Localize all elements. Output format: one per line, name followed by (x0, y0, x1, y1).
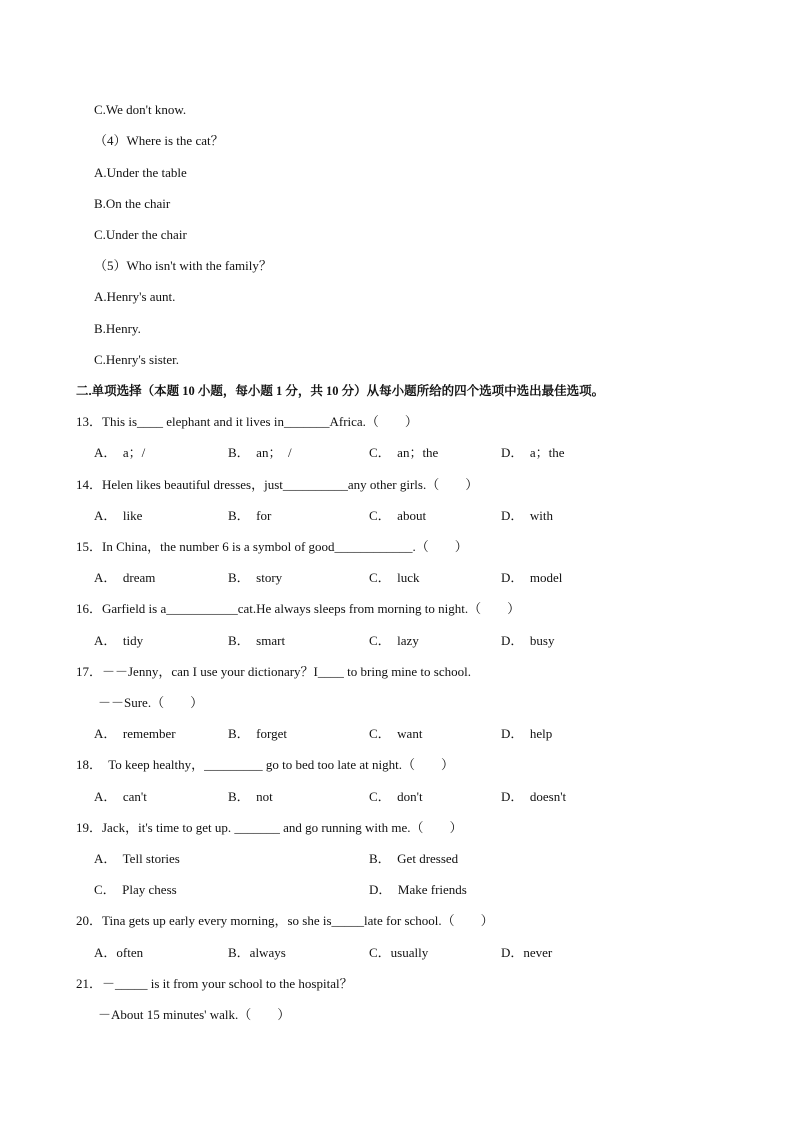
question-5-option-a: A.Henry's aunt. (94, 289, 176, 304)
question-13-option-d: D． a；the (501, 445, 565, 460)
question-14-option-b: B． for (228, 508, 272, 523)
question-20-stem: 20．Tina gets up early every morning，so she is_____late for school.（ ） (76, 913, 494, 928)
question-17-option-c: C． want (369, 726, 423, 741)
question-19-option-a: A． Tell stories (94, 851, 180, 866)
question-14-option-c: C． about (369, 508, 427, 523)
question-19-option-c: C． Play chess (94, 882, 177, 897)
question-13-stem: 13．This is____ elephant and it lives in_______Africa.（ ） (76, 414, 418, 429)
question-17-reply: －－Sure.（ ） (98, 695, 204, 710)
question-4-stem: （4）Where is the cat？ (94, 133, 224, 148)
question-5-option-b: B.Henry. (94, 321, 141, 336)
question-16-option-b: B． smart (228, 633, 286, 648)
question-14-stem: 14．Helen likes beautiful dresses，just__________any other girls.（ ） (76, 477, 479, 492)
question-19-option-b: B． Get dressed (369, 851, 459, 866)
question-16-option-c: C． lazy (369, 633, 419, 648)
question-21-stem: 21．－_____ is it from your school to the hospital？ (76, 976, 353, 991)
question-14-option-a: A． like (94, 508, 143, 523)
question-18-stem: 18． To keep healthy，_________ go to bed too late at night.（ ） (76, 757, 454, 772)
question-17-option-a: A． remember (94, 726, 176, 741)
question-15-option-d: D． model (501, 570, 563, 585)
question-15-option-c: C． luck (369, 570, 420, 585)
question-5-option-c: C.Henry's sister. (94, 352, 180, 367)
question-13-option-c: C． an；the (369, 445, 439, 460)
question-4-option-b: B.On the chair (94, 196, 171, 211)
question-15-option-b: B． story (228, 570, 283, 585)
question-4-option-a: A.Under the table (94, 165, 187, 180)
question-20-option-d: D．never (501, 945, 553, 960)
question-18-option-b: B． not (228, 789, 273, 804)
question-18-option-c: C． don't (369, 789, 423, 804)
question-18-option-d: D． doesn't (501, 789, 567, 804)
question-20-option-b: B．always (228, 945, 286, 960)
question-19-stem: 19．Jack，it's time to get up. _______ and go running with me.（ ） (76, 820, 463, 835)
question-19-option-d: D． Make friends (369, 882, 467, 897)
question-16-option-a: A． tidy (94, 633, 144, 648)
question-17-option-b: B． forget (228, 726, 287, 741)
option-c-line: C.We don't know. (94, 102, 187, 117)
question-15-option-a: A． dream (94, 570, 156, 585)
section-title: 二.单项选择（本题 10 小题，每小题 1 分，共 10 分）从每小题所给的四个选项中选出最佳选项。 (76, 384, 605, 398)
question-15-stem: 15．In China，the number 6 is a symbol of good____________.（ ） (76, 539, 468, 554)
question-13-option-b: B． an； / (228, 445, 292, 460)
question-5-stem: （5）Who isn't with the family？ (94, 258, 272, 273)
question-4-option-c: C.Under the chair (94, 227, 187, 242)
question-16-option-d: D． busy (501, 633, 555, 648)
question-17-stem: 17．－－Jenny，can I use your dictionary？I____ to bring mine to school. (76, 664, 471, 679)
question-14-option-d: D． with (501, 508, 554, 523)
question-21-reply: －About 15 minutes' walk.（ ） (98, 1007, 291, 1022)
question-18-option-a: A． can't (94, 789, 147, 804)
question-16-stem: 16．Garfield is a___________cat.He always sleeps from morning to night.（ ） (76, 601, 521, 616)
question-13-option-a: A． a；/ (94, 445, 146, 460)
question-17-option-d: D． help (501, 726, 553, 741)
question-20-option-a: A．often (94, 945, 144, 960)
question-20-option-c: C．usually (369, 945, 429, 960)
